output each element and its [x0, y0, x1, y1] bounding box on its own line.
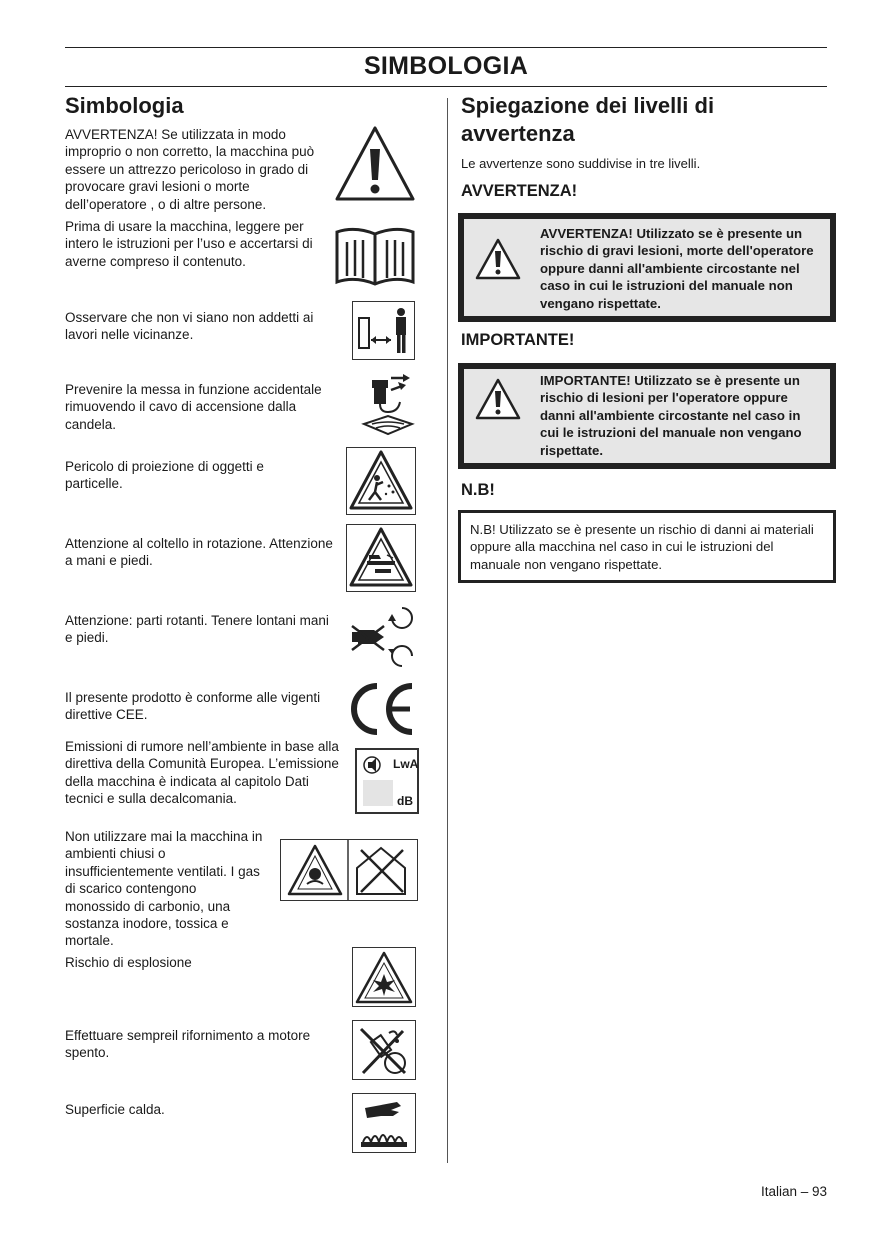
exhaust-gas-icon — [280, 839, 418, 901]
header-bottom-rule — [65, 86, 827, 87]
refuel-engine-off-icon — [352, 1020, 416, 1080]
levels-intro: Le avvertenze sono suddivise in tre livelli. — [461, 156, 701, 171]
ce-mark-icon — [344, 680, 418, 738]
column-divider — [447, 98, 448, 1163]
level-title-nb: N.B! — [461, 481, 495, 499]
hot-surface-icon — [352, 1093, 416, 1153]
left-heading: Simbologia — [65, 93, 184, 118]
page-number: Italian – 93 — [760, 1184, 827, 1199]
rotating-blade-icon — [346, 524, 416, 592]
symbol-text-spark-plug: Prevenire la messa in funzione accidentale rimuovendo il cavo di accensione dalla candela. — [65, 382, 322, 432]
symbol-text-noise: Emissioni di rumore nell’ambiente in base alla direttiva della Comunità Europea. L’emissione della macchina è indicata al capitolo Dati tecnici e sulla decalcomania. — [65, 739, 339, 807]
thrown-objects-icon — [346, 447, 416, 515]
symbol-text-exhaust: Non utilizzare mai la macchina in ambienti chiusi o insufficientemente ventilati. I gas di scarico contengono monossido di carbonio, una sostanza inodore, tossica e mortale. — [65, 829, 263, 949]
keep-distance-person-icon — [352, 301, 415, 360]
symbol-text-warning: AVVERTENZA! Se utilizzata in modo improprio o non corretto, la macchina può essere un attrezzo pericoloso in grado di provocare gravi lesioni o morte dell’operatore , o di altre persone. — [65, 127, 315, 212]
page-title: SIMBOLOGIA — [363, 52, 529, 80]
symbol-text-projection: Pericolo di proiezione di oggetti e particelle. — [65, 459, 264, 492]
important-box-text: IMPORTANTE! Utilizzato se è presente un rischio di lesioni per l'operatore oppure danni all'ambiente circostante nel caso in cui le istruzioni del manuale non vengano rispettate. — [540, 373, 802, 458]
header-top-rule — [65, 47, 827, 48]
level-title-warning: AVVERTENZA! — [461, 182, 578, 200]
explosion-icon — [352, 947, 416, 1007]
spark-plug-icon — [358, 372, 416, 438]
nb-box — [458, 510, 836, 583]
open-book-icon — [333, 226, 417, 288]
important-box — [458, 363, 836, 469]
rotating-parts-icon — [348, 604, 416, 668]
noise-emission-icon — [355, 748, 419, 814]
warning-box-triangle-icon — [474, 237, 522, 281]
warning-box-text: AVVERTENZA! Utilizzato se è presente un rischio di gravi lesioni, morte dell'operatore oppure danni all'ambiente circostante nel caso in cui le istruzioni del manuale non vengano rispettate. — [540, 226, 814, 311]
important-box-triangle-icon — [474, 377, 522, 421]
noise-label-lwa: LwA — [393, 757, 419, 771]
symbol-text-rotating-parts: Attenzione: parti rotanti. Tenere lontani mani e piedi. — [65, 613, 329, 646]
symbol-text-blade: Attenzione al coltello in rotazione. Attenzione a mani e piedi. — [65, 536, 333, 569]
symbol-text-hot-surface: Superficie calda. — [65, 1102, 165, 1117]
symbol-text-bystanders: Osservare che non vi siano non addetti ai lavori nelle vicinanze. — [65, 310, 314, 343]
right-heading: Spiegazione dei livelli di avvertenza — [461, 93, 715, 146]
warning-triangle-icon — [333, 123, 417, 203]
symbol-text-explosion: Rischio di esplosione — [65, 955, 192, 970]
nb-box-text: N.B! Utilizzato se è presente un rischio di danni ai materiali oppure alla macchina nel caso in cui le istruzioni del manuale non vengano rispettate. — [470, 522, 814, 572]
noise-label-db: dB — [397, 794, 413, 808]
warning-box — [458, 213, 836, 322]
level-title-important: IMPORTANTE! — [461, 331, 575, 349]
symbol-text-read-manual: Prima di usare la macchina, leggere per intero le istruzioni per l’uso e accertarsi di averne compreso il contenuto. — [65, 219, 313, 269]
symbol-text-ce: Il presente prodotto è conforme alle vigenti direttive CEE. — [65, 690, 321, 723]
symbol-text-refuel: Effettuare sempreil rifornimento a motore spento. — [65, 1028, 311, 1061]
